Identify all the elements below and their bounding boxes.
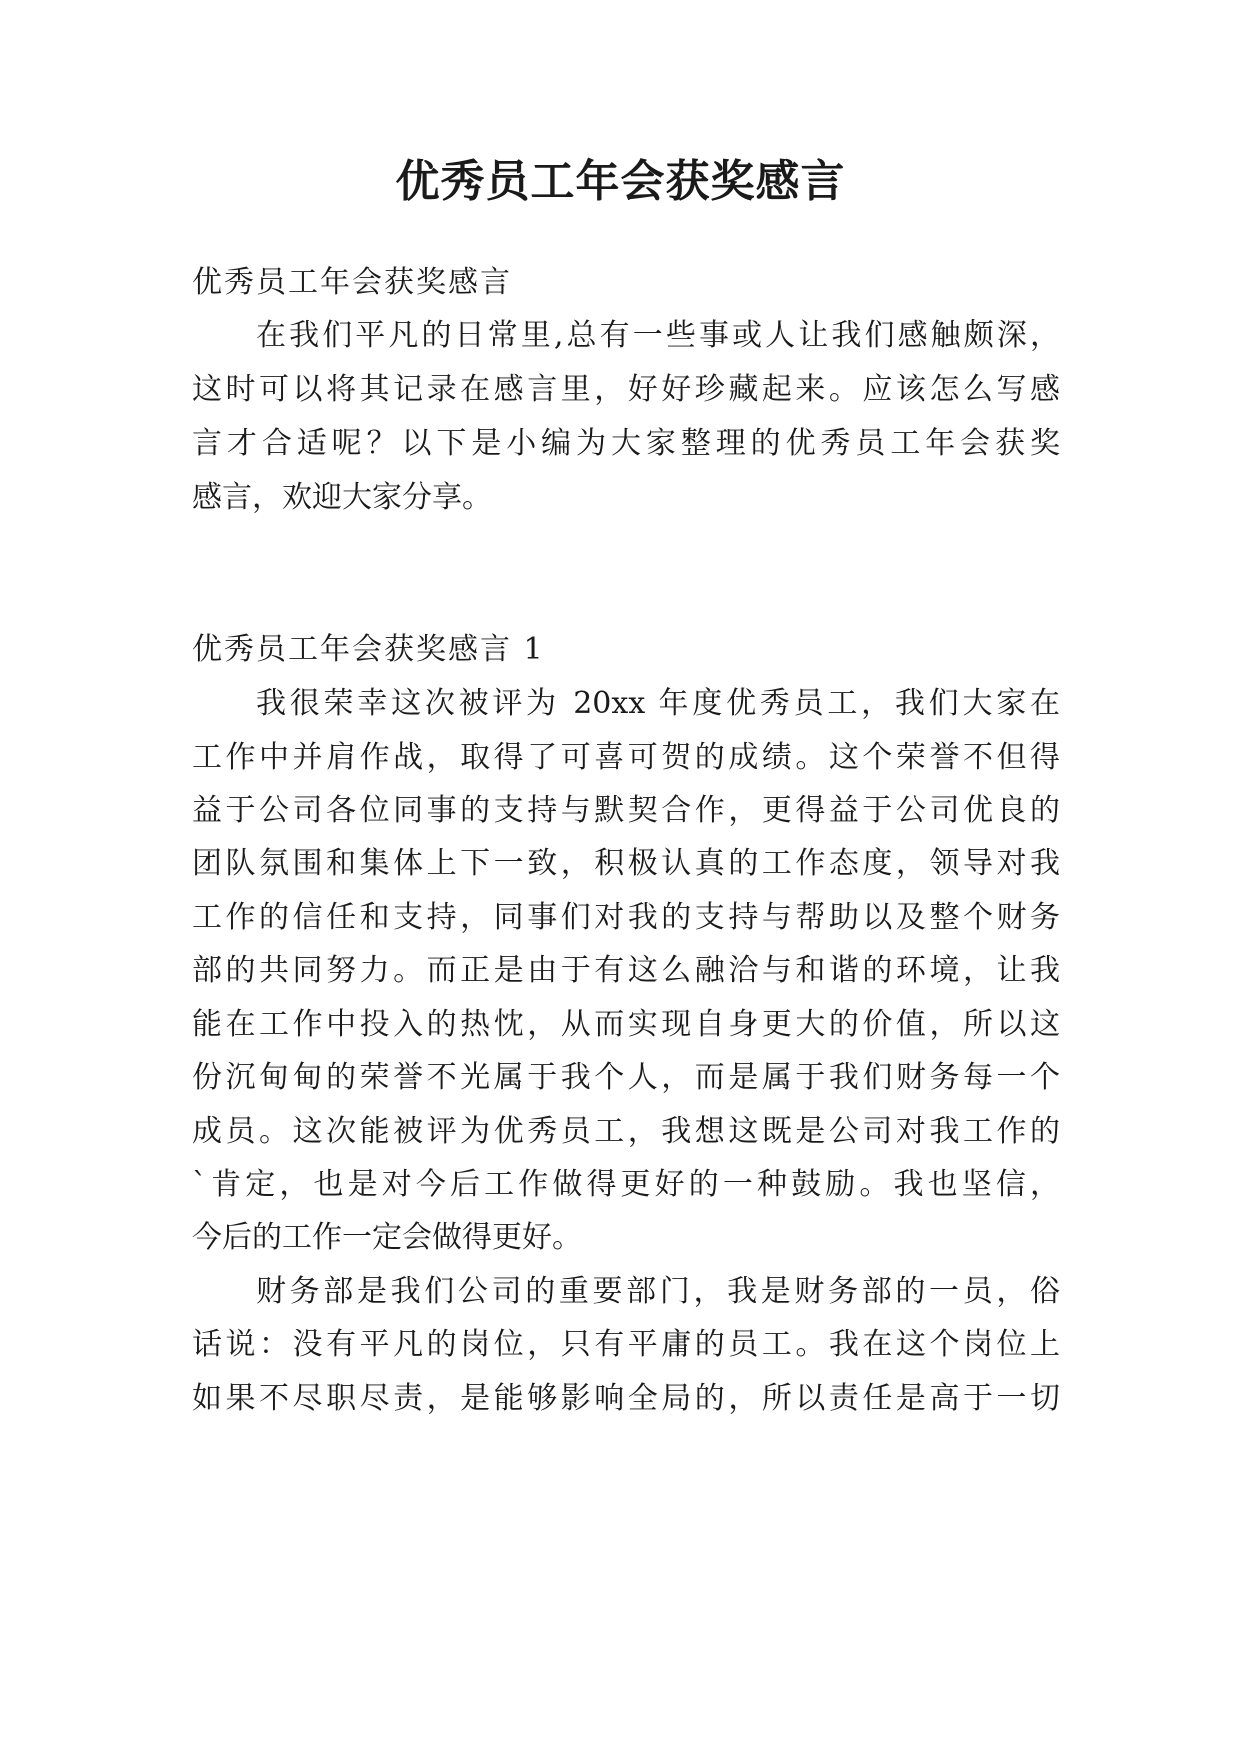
document-title: 优秀员工年会获奖感言: [395, 156, 846, 207]
paragraph-line: 部的共同努力。而正是由于有这么融洽与和谐的环境，让我: [192, 953, 1060, 988]
paragraph-line: 份沉甸甸的荣誉不光属于我个人，而是属于我们财务每一个: [192, 1060, 1060, 1095]
paragraph-line: 今后的工作一定会做得更好。: [192, 1220, 582, 1255]
paragraph-line: 我很荣幸这次被评为 20xx 年度优秀员工，我们大家在: [256, 686, 1060, 721]
intro-line: 在我们平凡的日常里,总有一些事或人让我们感触颇深，: [256, 318, 1060, 353]
intro-line: 言才合适呢？以下是小编为大家整理的优秀员工年会获奖: [192, 426, 1060, 461]
paragraph-line: 话说：没有平凡的岗位，只有平庸的员工。我在这个岗位上: [192, 1327, 1060, 1362]
paragraph-line: 工作中并肩作战，取得了可喜可贺的成绩。这个荣誉不但得: [192, 740, 1060, 775]
intro-line: 感言，欢迎大家分享。: [192, 480, 492, 515]
paragraph-line: 财务部是我们公司的重要部门，我是财务部的一员，俗: [256, 1274, 1060, 1309]
paragraph-line: 能在工作中投入的热忱，从而实现自身更大的价值，所以这: [192, 1007, 1060, 1042]
intro-heading: 优秀员工年会获奖感言: [192, 265, 512, 300]
paragraph-line: `肯定，也是对今后工作做得更好的一种鼓励。我也坚信，: [192, 1167, 1060, 1202]
paragraph-line: 益于公司各位同事的支持与默契合作，更得益于公司优良的: [192, 793, 1060, 828]
paragraph-line: 工作的信任和支持，同事们对我的支持与帮助以及整个财务: [192, 900, 1060, 935]
paragraph-line: 成员。这次能被评为优秀员工，我想这既是公司对我工作的: [192, 1114, 1060, 1149]
paragraph-line: 如果不尽职尽责，是能够影响全局的，所以责任是高于一切: [192, 1381, 1060, 1416]
section-heading: 优秀员工年会获奖感言 1: [192, 632, 545, 667]
intro-line: 这时可以将其记录在感言里，好好珍藏起来。应该怎么写感: [192, 372, 1060, 407]
paragraph-line: 团队氛围和集体上下一致，积极认真的工作态度，领导对我: [192, 846, 1060, 881]
